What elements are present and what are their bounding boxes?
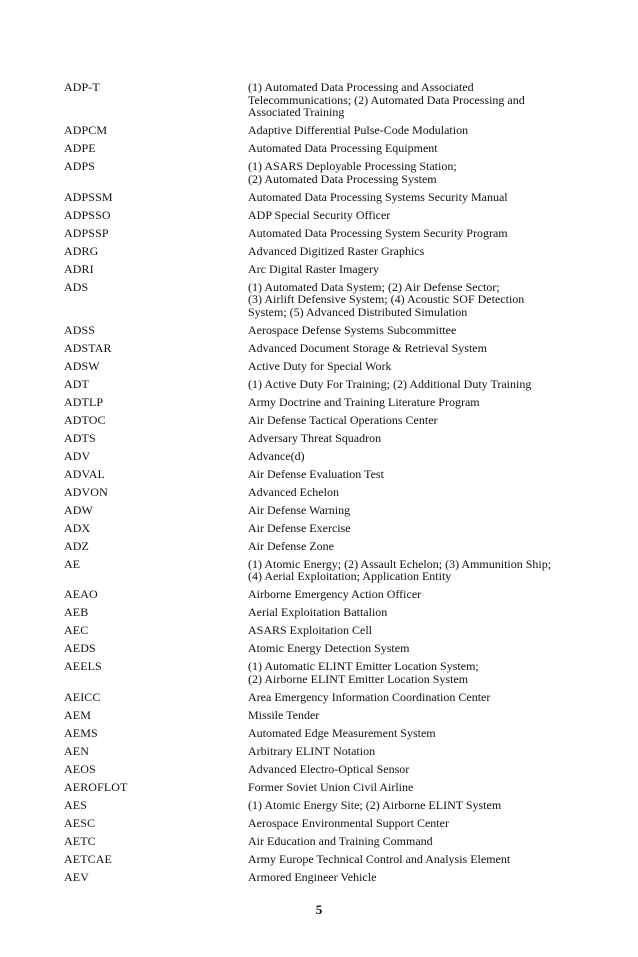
entry-abbreviation: ADV xyxy=(64,448,91,463)
glossary-entry xyxy=(64,691,604,704)
entry-definition xyxy=(248,281,604,319)
entry-definition xyxy=(248,727,604,740)
entry-abbreviation: AEM xyxy=(64,707,91,722)
definition-line: Active Duty for Special Work xyxy=(248,358,392,373)
entry-abbreviation: ADZ xyxy=(64,538,89,553)
glossary-entry xyxy=(64,191,604,204)
entry-definition xyxy=(248,360,604,373)
entry-abbreviation: ADTOC xyxy=(64,412,106,427)
entry-definition xyxy=(248,227,604,240)
definition-line: Advance(d) xyxy=(248,448,305,463)
entry-definition xyxy=(248,745,604,758)
glossary-entry xyxy=(64,396,604,409)
definition-line: Army Europe Technical Control and Analysis Element xyxy=(248,851,511,866)
definition-line: System; (5) Advanced Distributed Simulation xyxy=(248,304,468,319)
definition-line: Atomic Energy Detection System xyxy=(248,641,410,655)
entry-definition xyxy=(248,660,604,685)
entry-abbreviation: AEOS xyxy=(64,761,96,776)
definition-line: Telecommunications; (2) Automated Data Processing and xyxy=(248,92,525,107)
entry-abbreviation: ADS xyxy=(64,279,89,294)
glossary-entry xyxy=(64,324,604,337)
definition-line: Air Defense Exercise xyxy=(248,520,351,535)
glossary-entry xyxy=(64,160,604,185)
definition-line: Automated Data Processing System Security Program xyxy=(248,225,508,240)
glossary-entry xyxy=(64,642,604,655)
definition-line: (1) Atomic Energy; (2) Assault Echelon; (3) Ammunition Ship; xyxy=(248,556,552,571)
definition-line: ADP Special Security Officer xyxy=(248,207,391,222)
entry-definition xyxy=(248,522,604,535)
entry-abbreviation: AETC xyxy=(64,833,96,848)
glossary-entry xyxy=(64,817,604,830)
definition-line: Automated Edge Measurement System xyxy=(248,725,436,740)
entry-abbreviation: AETCAE xyxy=(64,851,112,866)
definition-line: (1) Atomic Energy Site; (2) Airborne ELINT System xyxy=(248,797,502,812)
glossary-entry xyxy=(64,209,604,222)
definition-line: (2) Airborne ELINT Emitter Location System xyxy=(248,671,469,686)
definition-line: Advanced Digitized Raster Graphics xyxy=(248,243,425,258)
glossary-entry xyxy=(64,763,604,776)
entry-definition xyxy=(248,245,604,258)
entry-definition xyxy=(248,871,604,884)
glossary-entry xyxy=(64,504,604,517)
entry-abbreviation: AESC xyxy=(64,815,96,830)
entry-abbreviation: ADPS xyxy=(64,159,96,173)
glossary-entry xyxy=(64,245,604,258)
entry-abbreviation: ADPSSO xyxy=(64,207,111,222)
definition-line: Automated Data Processing Systems Security Manual xyxy=(248,189,508,204)
entry-definition xyxy=(248,450,604,463)
definition-line: Air Education and Training Command xyxy=(248,833,433,848)
entry-definition xyxy=(248,606,604,619)
entry-abbreviation: ADPSSP xyxy=(64,225,109,240)
entry-abbreviation: AEB xyxy=(64,605,89,619)
entry-abbreviation: AEC xyxy=(64,623,89,637)
entry-definition xyxy=(248,378,604,391)
glossary-entry xyxy=(64,414,604,427)
glossary-entry xyxy=(64,727,604,740)
definition-line: Aerospace Environmental Support Center xyxy=(248,815,449,830)
definition-line: Associated Training xyxy=(248,105,345,119)
entry-definition xyxy=(248,642,604,655)
entry-abbreviation: ADSW xyxy=(64,358,100,373)
definition-line: (1) Automated Data Processing and Associated xyxy=(248,80,474,94)
entry-definition xyxy=(248,799,604,812)
definition-line: (2) Automated Data Processing System xyxy=(248,171,437,186)
glossary-list xyxy=(64,81,604,889)
definition-line: Armored Engineer Vehicle xyxy=(248,869,377,884)
entry-definition xyxy=(248,160,604,185)
glossary-entry xyxy=(64,450,604,463)
definition-line: Air Defense Evaluation Test xyxy=(248,466,384,481)
entry-abbreviation: ADX xyxy=(64,520,91,535)
entry-definition xyxy=(248,263,604,276)
entry-abbreviation: ADVON xyxy=(64,484,108,499)
definition-line: (3) Airlift Defensive System; (4) Acoustic SOF Detection xyxy=(248,292,525,306)
glossary-entry xyxy=(64,588,604,601)
definition-line: (4) Aerial Exploitation; Application Entity xyxy=(248,569,452,583)
glossary-entry xyxy=(64,342,604,355)
definition-line: Air Defense Tactical Operations Center xyxy=(248,412,438,427)
entry-abbreviation: AES xyxy=(64,797,87,812)
definition-line: Arbitrary ELINT Notation xyxy=(248,743,376,758)
entry-abbreviation: AEELS xyxy=(64,659,102,673)
glossary-entry xyxy=(64,486,604,499)
entry-abbreviation: ADPSSM xyxy=(64,189,113,204)
definition-line: Army Doctrine and Training Literature Program xyxy=(248,394,480,409)
entry-definition xyxy=(248,414,604,427)
glossary-entry xyxy=(64,281,604,319)
entry-abbreviation: ADTS xyxy=(64,430,96,445)
glossary-entry xyxy=(64,558,604,583)
definition-line: Missile Tender xyxy=(248,707,320,722)
glossary-entry xyxy=(64,853,604,866)
definition-line: (1) Automatic ELINT Emitter Location System; xyxy=(248,659,479,673)
entry-abbreviation: ADRI xyxy=(64,261,94,276)
glossary-entry xyxy=(64,432,604,445)
definition-line: Airborne Emergency Action Officer xyxy=(248,587,422,601)
glossary-entry xyxy=(64,360,604,373)
entry-abbreviation: AEDS xyxy=(64,641,96,655)
definition-line: Air Defense Zone xyxy=(248,538,334,553)
entry-definition xyxy=(248,468,604,481)
definition-line: (1) Active Duty For Training; (2) Additional Duty Training xyxy=(248,376,532,391)
glossary-entry xyxy=(64,263,604,276)
definition-line: (1) ASARS Deployable Processing Station; xyxy=(248,159,457,173)
entry-abbreviation: ADP-T xyxy=(64,80,100,94)
glossary-entry xyxy=(64,835,604,848)
entry-abbreviation: AEV xyxy=(64,869,89,884)
definition-line: Advanced Electro-Optical Sensor xyxy=(248,761,410,776)
entry-definition xyxy=(248,540,604,553)
definition-line: ASARS Exploitation Cell xyxy=(248,623,373,637)
glossary-entry xyxy=(64,660,604,685)
entry-definition xyxy=(248,504,604,517)
entry-definition xyxy=(248,624,604,637)
entry-definition xyxy=(248,81,604,119)
entry-definition xyxy=(248,342,604,355)
definition-line: Air Defense Warning xyxy=(248,502,351,517)
glossary-entry xyxy=(64,124,604,137)
entry-definition xyxy=(248,142,604,155)
definition-line: Advanced Echelon xyxy=(248,484,339,499)
entry-definition xyxy=(248,817,604,830)
entry-abbreviation: ADVAL xyxy=(64,466,105,481)
entry-abbreviation: AE xyxy=(64,556,81,571)
glossary-entry xyxy=(64,522,604,535)
entry-abbreviation: ADPE xyxy=(64,141,96,155)
glossary-entry xyxy=(64,606,604,619)
entry-definition xyxy=(248,835,604,848)
entry-abbreviation: AEN xyxy=(64,743,89,758)
definition-line: Automated Data Processing Equipment xyxy=(248,141,438,155)
entry-abbreviation: AEAO xyxy=(64,587,98,601)
definition-line: Aerospace Defense Systems Subcommittee xyxy=(248,322,457,337)
entry-definition xyxy=(248,324,604,337)
glossary-entry xyxy=(64,540,604,553)
entry-definition xyxy=(248,209,604,222)
entry-definition xyxy=(248,432,604,445)
entry-definition xyxy=(248,709,604,722)
entry-definition xyxy=(248,763,604,776)
entry-definition xyxy=(248,124,604,137)
glossary-entry xyxy=(64,468,604,481)
entry-abbreviation: ADT xyxy=(64,376,89,391)
definition-line: Area Emergency Information Coordination Center xyxy=(248,689,491,704)
entry-abbreviation: AEMS xyxy=(64,725,98,740)
definition-line: Former Soviet Union Civil Airline xyxy=(248,779,414,794)
entry-abbreviation: ADPCM xyxy=(64,123,108,137)
entry-definition xyxy=(248,558,604,583)
entry-definition xyxy=(248,691,604,704)
definition-line: Arc Digital Raster Imagery xyxy=(248,261,379,276)
entry-abbreviation: AEICC xyxy=(64,689,101,704)
definition-line: Aerial Exploitation Battalion xyxy=(248,605,388,619)
definition-line: Advanced Document Storage & Retrieval System xyxy=(248,340,487,355)
entry-definition xyxy=(248,853,604,866)
glossary-entry xyxy=(64,142,604,155)
entry-definition xyxy=(248,396,604,409)
page-number: 5 xyxy=(315,902,323,917)
glossary-entry xyxy=(64,624,604,637)
entry-abbreviation: ADSS xyxy=(64,322,96,337)
entry-abbreviation: ADRG xyxy=(64,243,99,258)
entry-definition xyxy=(248,588,604,601)
glossary-entry xyxy=(64,781,604,794)
definition-line: (1) Automated Data System; (2) Air Defense Sector; xyxy=(248,279,500,294)
entry-abbreviation: ADW xyxy=(64,502,93,517)
glossary-entry xyxy=(64,81,604,119)
definition-line: Adversary Threat Squadron xyxy=(248,430,382,445)
glossary-entry xyxy=(64,745,604,758)
definition-line: Adaptive Differential Pulse-Code Modulation xyxy=(248,123,469,137)
entry-definition xyxy=(248,191,604,204)
glossary-entry xyxy=(64,378,604,391)
glossary-entry xyxy=(64,799,604,812)
entry-abbreviation: ADSTAR xyxy=(64,340,112,355)
entry-definition xyxy=(248,486,604,499)
glossary-entry xyxy=(64,227,604,240)
entry-definition xyxy=(248,781,604,794)
entry-abbreviation: ADTLP xyxy=(64,394,104,409)
entry-abbreviation: AEROFLOT xyxy=(64,779,128,794)
glossary-entry xyxy=(64,709,604,722)
glossary-entry xyxy=(64,871,604,884)
